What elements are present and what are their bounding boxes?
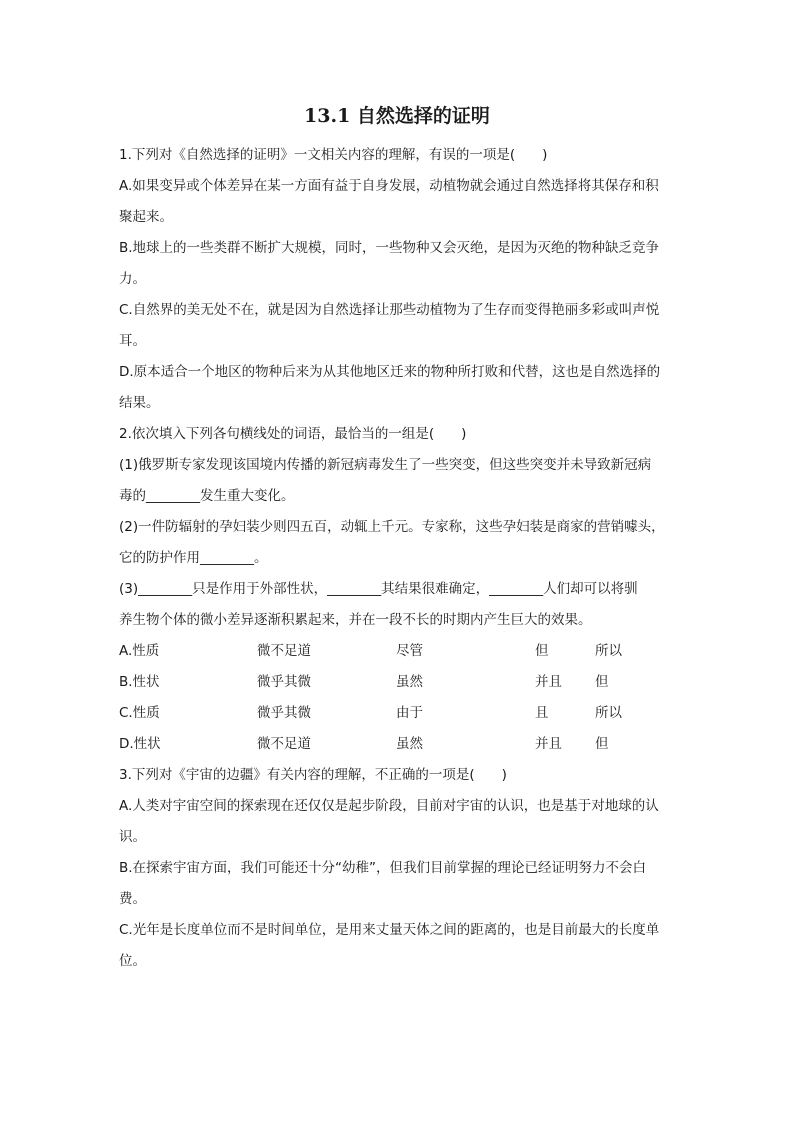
option-cell: 但 — [595, 736, 609, 752]
question-1-option-a: A.如果变异或个体差异在某一方面有益于自身发展，动植物就会通过自然选择将其保存和积 — [119, 178, 659, 194]
question-2-sentence-2-cont: 它的防护作用________。 — [119, 550, 268, 566]
question-2-option-d — [119, 729, 679, 760]
page-title: 13.1 自然选择的证明 — [304, 105, 490, 127]
option-cell: 且 — [535, 705, 549, 721]
question-2-option-c — [119, 698, 679, 729]
option-cell: 虽然 — [396, 736, 423, 752]
question-1-option-a-cont: 聚起来。 — [119, 209, 173, 225]
question-1-option-d: D.原本适合一个地区的物种后来为从其他地区迁来的物种所打败和代替，这也是自然选择的 — [119, 364, 661, 380]
option-cell: 由于 — [396, 705, 423, 721]
option-cell: 但 — [535, 643, 549, 659]
question-content — [119, 140, 679, 977]
question-1-option-c-cont: 耳。 — [119, 333, 146, 349]
question-3-option-c: C.光年是长度单位而不是时间单位，是用来丈量天体之间的距离的，也是目前最大的长度单 — [119, 922, 660, 938]
option-cell: 所以 — [595, 705, 622, 721]
option-cell: B.性状 — [119, 674, 160, 690]
option-cell: 尽管 — [396, 643, 423, 659]
option-cell: 并且 — [535, 736, 562, 752]
question-1-option-b: B.地球上的一些类群不断扩大规模，同时，一些物种又会灭绝，是因为灭绝的物种缺乏竞争 — [119, 240, 660, 256]
question-2-option-b — [119, 667, 679, 698]
question-2-sentence-1: (1)俄罗斯专家发现该国境内传播的新冠病毒发生了一些突变，但这些突变并未导致新冠病 — [119, 457, 652, 473]
question-2-sentence-1-cont: 毒的________发生重大变化。 — [119, 488, 295, 504]
question-3-option-a: A.人类对宇宙空间的探索现在还仅仅是起步阶段，目前对宇宙的认识，也是基于对地球的认 — [119, 798, 659, 814]
option-cell: A.性质 — [119, 643, 160, 659]
question-2-sentence-3-cont: 养生物个体的微小差异逐渐积累起来，并在一段不长的时期内产生巨大的效果。 — [119, 612, 592, 628]
question-2-option-a — [119, 636, 679, 667]
option-cell: 虽然 — [396, 674, 423, 690]
option-cell: 所以 — [595, 643, 622, 659]
question-3-option-b-cont: 费。 — [119, 891, 146, 907]
option-cell: 微不足道 — [257, 643, 311, 659]
question-3-option-b: B.在探索宇宙方面，我们可能还十分“幼稚”，但我们目前掌握的理论已经证明努力不会白 — [119, 860, 647, 876]
option-cell: 并且 — [535, 674, 562, 690]
question-2-sentence-2: (2)一件防辐射的孕妇装少则四五百，动辄上千元。专家称，这些孕妇装是商家的营销噱头， — [119, 519, 665, 535]
question-1-option-c: C.自然界的美无处不在，就是因为自然选择让那些动植物为了生存而变得艳丽多彩或叫声悦 — [119, 302, 660, 318]
option-cell: 但 — [595, 674, 609, 690]
question-2-stem: 2.依次填入下列各句横线处的词语，最恰当的一组是( ) — [119, 426, 467, 442]
option-cell: C.性质 — [119, 705, 160, 721]
option-cell: 微乎其微 — [257, 674, 311, 690]
question-1-stem: 1.下列对《自然选择的证明》一文相关内容的理解，有误的一项是( ) — [119, 147, 548, 163]
question-1-option-d-cont: 结果。 — [119, 395, 160, 411]
option-cell: D.性状 — [119, 736, 161, 752]
question-2-sentence-3: (3)________只是作用于外部性状，________其结果很难确定，________人们却可以将驯 — [119, 581, 638, 597]
question-3-option-a-cont: 识。 — [119, 829, 146, 845]
question-3-option-c-cont: 位。 — [119, 953, 146, 969]
option-cell: 微乎其微 — [257, 705, 311, 721]
question-3-stem: 3.下列对《宇宙的边疆》有关内容的理解，不正确的一项是( ) — [119, 767, 507, 783]
option-cell: 微不足道 — [257, 736, 311, 752]
question-1-option-b-cont: 力。 — [119, 271, 146, 287]
